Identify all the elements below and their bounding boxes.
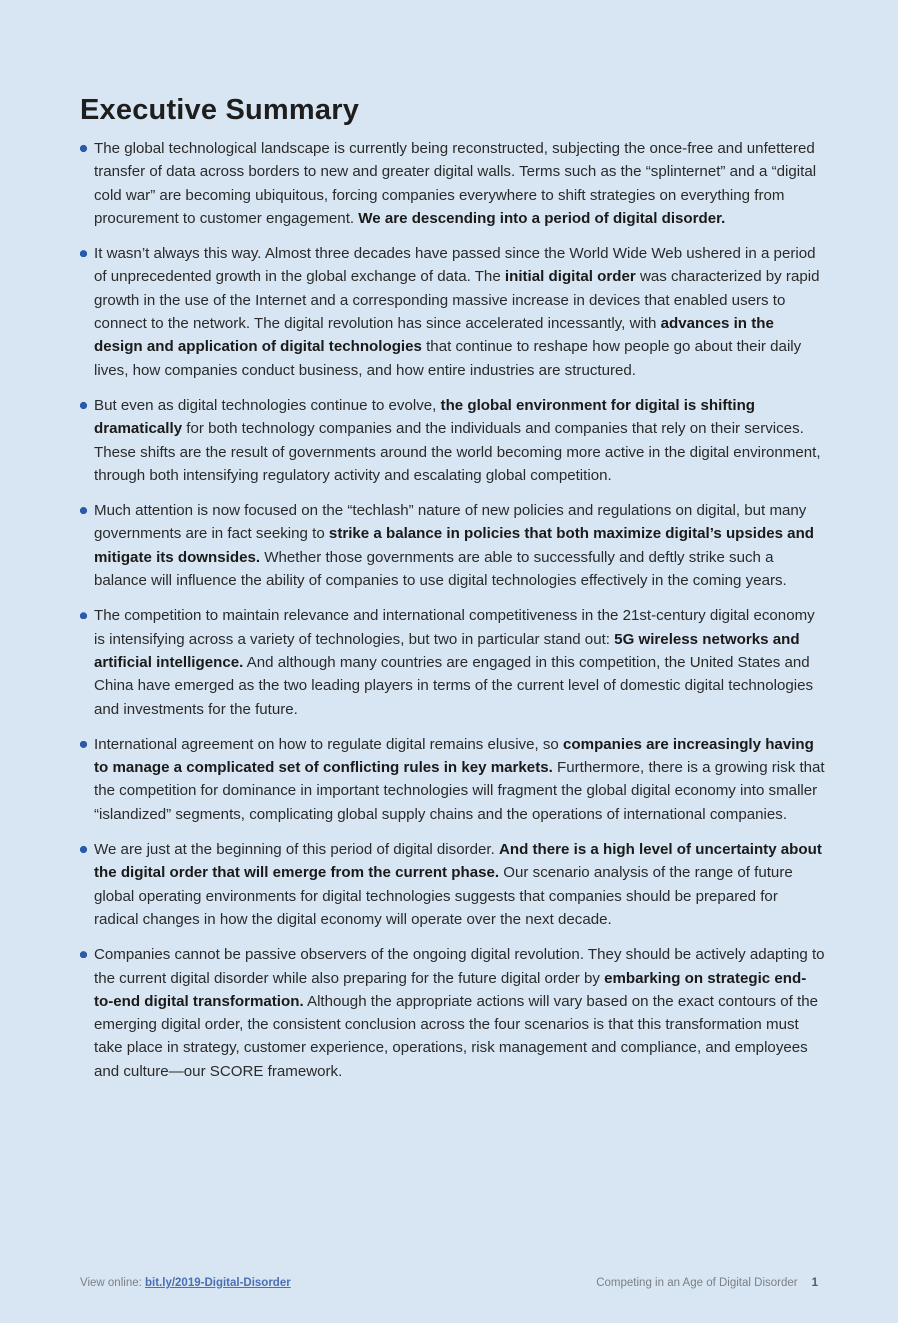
bullet-text: The global technological landscape is currently being reconstructed, subjecting the once-free and unfettered transfer of data across borders to new and greater digital walls. Terms such as the “splinternet” and a “digital cold war” are becoming ubiquitous, forcing companies everywhere to shift strategies on everything from procurement to customer engagement. bbox=[94, 140, 817, 227]
footer-doc-info bbox=[596, 1277, 818, 1289]
bullet-marker-icon bbox=[80, 612, 87, 619]
bullet-text: We are just at the beginning of this period of digital disorder. bbox=[94, 841, 499, 859]
bullet-text: It wasn’t always this way. Almost three decades have passed since the World Wide Web ushered in a period of unprecedented growth in the global exchange of data. The bbox=[94, 245, 816, 286]
summary-bullet bbox=[80, 733, 825, 826]
bullet-marker-icon bbox=[80, 250, 87, 257]
bullet-marker-icon bbox=[80, 402, 87, 409]
page-footer bbox=[80, 1277, 818, 1293]
bullet-bold-text: embarking on strategic end-to-end digital transformation. bbox=[94, 969, 807, 1010]
bullet-text: for both technology companies and the individuals and companies that rely on their services. These shifts are the result of governments around the world becoming more active in the digital environment, through both intensifying regulatory activity and escalating global competition. bbox=[94, 420, 821, 484]
footer-view-online bbox=[80, 1277, 291, 1289]
bullet-text: The competition to maintain relevance and international competitiveness in the 21st-century digital economy is intensifying across a variety of technologies, but two in particular stand out: bbox=[94, 607, 815, 648]
summary-bullet bbox=[80, 242, 825, 382]
summary-bullet bbox=[80, 394, 825, 487]
bullet-text: Whether those governments are able to successfully and deftly strike such a balance will influence the ability of companies to use digital technologies effectively in the coming years. bbox=[94, 548, 787, 590]
summary-bullet bbox=[80, 838, 825, 931]
bullet-marker-icon bbox=[80, 846, 87, 853]
bullet-bold-text: We are descending into a period of digital disorder. bbox=[358, 209, 726, 227]
bullet-text: that continue to reshape how people go about their daily lives, how companies conduct business, and how entire industries are structured. bbox=[94, 338, 802, 379]
summary-bullet bbox=[80, 137, 825, 230]
bullet-bold-text: initial digital order bbox=[504, 268, 636, 286]
summary-bullet-list bbox=[80, 137, 825, 1083]
bullet-text: But even as digital technologies continue to evolve, bbox=[94, 396, 441, 414]
bullet-bold-text: advances in the design and application of digital technologies bbox=[94, 315, 774, 356]
footer-doc-title: Competing in an Age of Digital Disorder bbox=[596, 1277, 798, 1289]
bullet-text: was characterized by rapid growth in the use of the Internet and a corresponding massive increase in devices that enabled users to connect to the network. The digital revolution has since accelerated incessantly, with bbox=[94, 268, 820, 333]
page-number: 1 bbox=[811, 1277, 818, 1289]
bullet-bold-text: 5G wireless networks and artificial intelligence. bbox=[94, 630, 800, 671]
bullet-marker-icon bbox=[80, 741, 87, 748]
bullet-marker-icon bbox=[80, 951, 87, 958]
bullet-text: Our scenario analysis of the range of future global operating environments for digital technologies suggests that companies should be prepared for radical changes in how the digital economy will operate over the next decade. bbox=[94, 864, 793, 928]
bullet-marker-icon bbox=[80, 507, 87, 514]
summary-bullet bbox=[80, 604, 825, 720]
summary-bullet bbox=[80, 499, 825, 592]
bullet-text: Much attention is now focused on the “techlash” nature of new policies and regulations on digital, but many governments are in fact seeking to bbox=[94, 502, 807, 543]
summary-bullet bbox=[80, 943, 825, 1083]
bullet-bold-text: And there is a high level of uncertainty about the digital order that will emerge from the current phase. bbox=[94, 841, 822, 882]
bullet-text: And although many countries are engaged in this competition, the United States and China have emerged as the two leading players in terms of the current level of domestic digital technologies and investments for the future. bbox=[94, 653, 814, 718]
bullet-bold-text: companies are increasingly having to manage a complicated set of conflicting rules in key markets. bbox=[94, 735, 814, 777]
bullet-bold-text: strike a balance in policies that both maximize digital’s upsides and mitigate its downsides. bbox=[94, 525, 815, 566]
page-title: Executive Summary bbox=[80, 94, 360, 126]
document-page bbox=[80, 94, 825, 1095]
bullet-text: Companies cannot be passive observers of the ongoing digital revolution. They should be actively adapting to the current digital disorder while also preparing for the future digital order by bbox=[94, 946, 825, 987]
bullet-marker-icon bbox=[80, 145, 87, 152]
bullet-bold-text: the global environment for digital is shifting dramatically bbox=[94, 396, 756, 438]
bullet-text: International agreement on how to regulate digital remains elusive, so bbox=[94, 735, 564, 753]
bullet-text: Although the appropriate actions will vary based on the exact contours of the emerging digital order, the consistent conclusion across the four scenarios is that this transformation must take place in strategy, customer experience, operations, risk management and compliance, and employees and culture—our SCORE framework. bbox=[94, 992, 818, 1080]
view-online-link[interactable]: bit.ly/2019-Digital-Disorder bbox=[145, 1277, 291, 1289]
view-online-label: View online: bbox=[80, 1277, 145, 1289]
bullet-text: Furthermore, there is a growing risk that the competition for dominance in important technologies will fragment the global digital economy into smaller “islandized” segments, complicating global supply chains and the operations of international companies. bbox=[94, 759, 825, 823]
